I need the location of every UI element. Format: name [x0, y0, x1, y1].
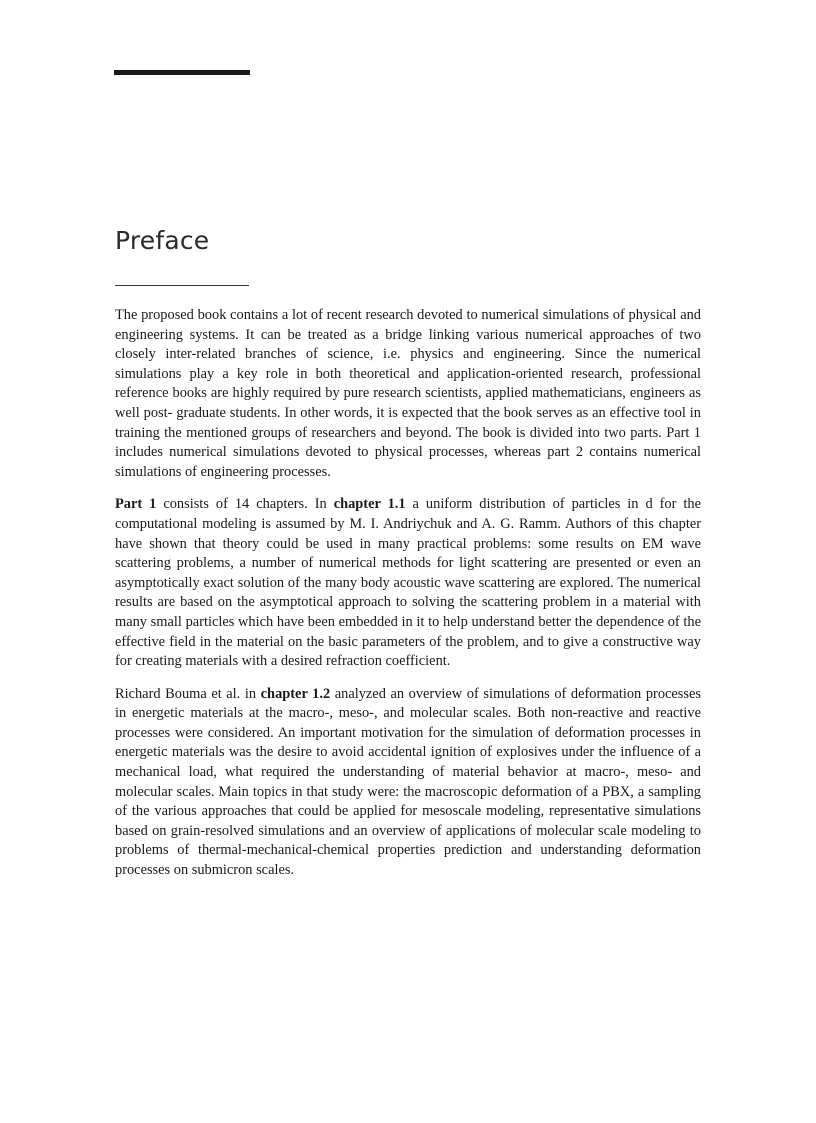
title-underline: [115, 285, 249, 286]
body-text: [115, 306, 701, 894]
paragraph-text: The proposed book contains a lot of recent research devoted to numerical simulations of physical and engineering systems. It can be treated as a bridge linking various numerical approaches of two closely inter-related branches of science, i.e. physics and engineering. Since the numerical simulations play a key role in both theoretical and application-oriented research, professional reference books are highly required by pure research scientists, applied mathematicians, engineers as well post- graduate students. In other words, it is expected that the book serves as an effective tool in training the mentioned groups of researchers and beyond. The book is divided into two parts. Part 1 includes numerical simulations devoted to physical processes, whereas part 2 contains numerical simulations of engineering processes.: [115, 307, 701, 480]
page-title: Preface: [115, 226, 210, 255]
part-1-label: Part 1: [115, 496, 157, 513]
chapter-1-2-ref: chapter 1.2: [260, 685, 331, 702]
paragraph-intro: [115, 306, 701, 482]
paragraph-text: a uniform distribution of particles in d for the computational modeling is assumed by M. I. Andriychuk and A. G. Ramm. Authors of this chapter have shown that theory could be used in many practical problems: some results on EM wave scattering problems, a number of numerical methods for light scattering are presented or even an asymptotically exact solution of the many body acoustic wave scattering are explored. The numerical results are based on the asymptotical approach to solving the scattering problem in a material with many small particles which have been embedded in it to help understand better the dependence of the effective field in the material on the basic parameters of the problem, and to give a constructive way for creating materials with a desired refraction coefficient.: [115, 496, 701, 670]
paragraph-text: consists of 14 chapters. In: [156, 496, 334, 513]
chapter-1-1-ref: chapter 1.1: [333, 496, 406, 513]
paragraph-chapter-1-2: [115, 685, 701, 881]
paragraph-part-1: [115, 495, 701, 671]
paragraph-text: analyzed an overview of simulations of deformation processes in energetic materials at the macro-, meso-, and molecular scales. Both non-reactive and reactive processes were considered. An important motivation for the simulation of deformation processes in energetic materials was the desire to avoid accidental ignition of explosives under the influence of a mechanical load, what required the understanding of material behavior at macro-, meso- and molecular scales. Main topics in that study were: the macroscopic deformation of a PBX, a sampling of the various approaches that could be applied for mesoscale modeling, representative simulations based on grain-resolved simulations and an overview of applications of molecular scale modeling to problems of thermal-mechanical-chemical properties prediction and understanding deformation processes on submicron scales.: [115, 685, 701, 879]
paragraph-text: Richard Bouma et al. in: [115, 685, 261, 702]
chapter-top-rule: [114, 70, 250, 75]
